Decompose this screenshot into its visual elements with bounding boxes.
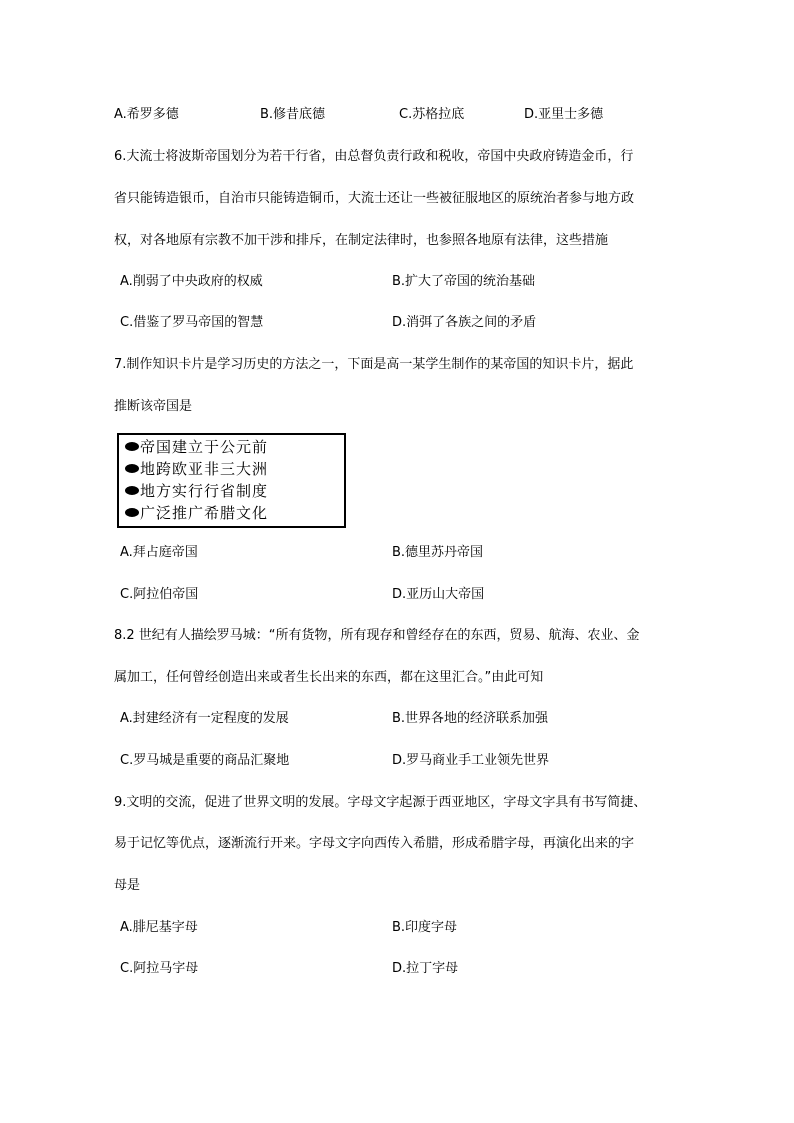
bullet-icon bbox=[125, 508, 139, 517]
q8-stem-line-2: 属加工，任何曾经创造出来或者生长出来的东西，都在这里汇合。”由此可知 bbox=[114, 670, 544, 685]
q7-stem-line-1: 7.制作知识卡片是学习历史的方法之一，下面是高一某学生制作的某帝国的知识卡片，据此 bbox=[114, 357, 634, 372]
q6-option-a: A.削弱了中央政府的权威 bbox=[120, 274, 263, 289]
knowledge-card-item: 地方实行行省制度 bbox=[125, 482, 268, 500]
q6-option-c: C.借鉴了罗马帝国的智慧 bbox=[120, 315, 264, 330]
q9-stem-line-3: 母是 bbox=[114, 878, 141, 893]
q8-option-d: D.罗马商业手工业领先世界 bbox=[392, 753, 550, 768]
q9-option-b: B.印度字母 bbox=[392, 920, 458, 935]
knowledge-card-item: 帝国建立于公元前 bbox=[125, 438, 268, 456]
bullet-icon bbox=[125, 442, 139, 451]
q5-option-d: D.亚里士多德 bbox=[524, 107, 604, 122]
knowledge-card bbox=[117, 433, 346, 528]
q9-option-c: C.阿拉马字母 bbox=[120, 961, 199, 976]
q6-option-d: D.消弭了各族之间的矛盾 bbox=[392, 315, 537, 330]
q7-option-b: B.德里苏丹帝国 bbox=[392, 545, 484, 560]
q7-stem-line-2: 推断该帝国是 bbox=[114, 399, 193, 414]
q7-option-a: A.拜占庭帝国 bbox=[120, 545, 198, 560]
q8-option-a: A.封建经济有一定程度的发展 bbox=[120, 711, 289, 726]
q9-option-a: A.腓尼基字母 bbox=[120, 920, 198, 935]
q8-stem-line-1: 8.2 世纪有人描绘罗马城：“所有货物，所有现存和曾经存在的东西，贸易、航海、农业、金 bbox=[114, 628, 640, 643]
knowledge-card-item: 地跨欧亚非三大洲 bbox=[125, 460, 268, 478]
q7-option-c: C.阿拉伯帝国 bbox=[120, 587, 199, 602]
q5-option-b: B.修昔底德 bbox=[260, 107, 326, 122]
bullet-icon bbox=[125, 464, 139, 473]
q5-option-a: A.希罗多德 bbox=[114, 107, 179, 122]
bullet-icon bbox=[125, 486, 139, 495]
q6-stem-line-2: 省只能铸造银币，自治市只能铸造铜币，大流士还让一些被征服地区的原统治者参与地方政 bbox=[114, 191, 635, 206]
q6-stem-line-3: 权，对各地原有宗教不加干涉和排斥，在制定法律时，也参照各地原有法律，这些措施 bbox=[114, 233, 609, 248]
q6-stem-line-1: 6.大流士将波斯帝国划分为若干行省，由总督负责行政和税收，帝国中央政府铸造金币，行 bbox=[114, 149, 634, 164]
q8-option-c: C.罗马城是重要的商品汇聚地 bbox=[120, 753, 290, 768]
q6-option-b: B.扩大了帝国的统治基础 bbox=[392, 274, 536, 289]
knowledge-card-item: 广泛推广希腊文化 bbox=[125, 504, 268, 522]
q9-stem-line-1: 9.文明的交流，促进了世界文明的发展。字母文字起源于西亚地区，字母文字具有书写简捷、 bbox=[114, 795, 647, 810]
q5-option-c: C.苏格拉底 bbox=[399, 107, 465, 122]
q9-option-d: D.拉丁字母 bbox=[392, 961, 459, 976]
q8-option-b: B.世界各地的经济联系加强 bbox=[392, 711, 549, 726]
q9-stem-line-2: 易于记忆等优点，逐渐流行开来。字母文字向西传入希腊，形成希腊字母，再演化出来的字 bbox=[114, 836, 635, 851]
q7-option-d: D.亚历山大帝国 bbox=[392, 587, 485, 602]
